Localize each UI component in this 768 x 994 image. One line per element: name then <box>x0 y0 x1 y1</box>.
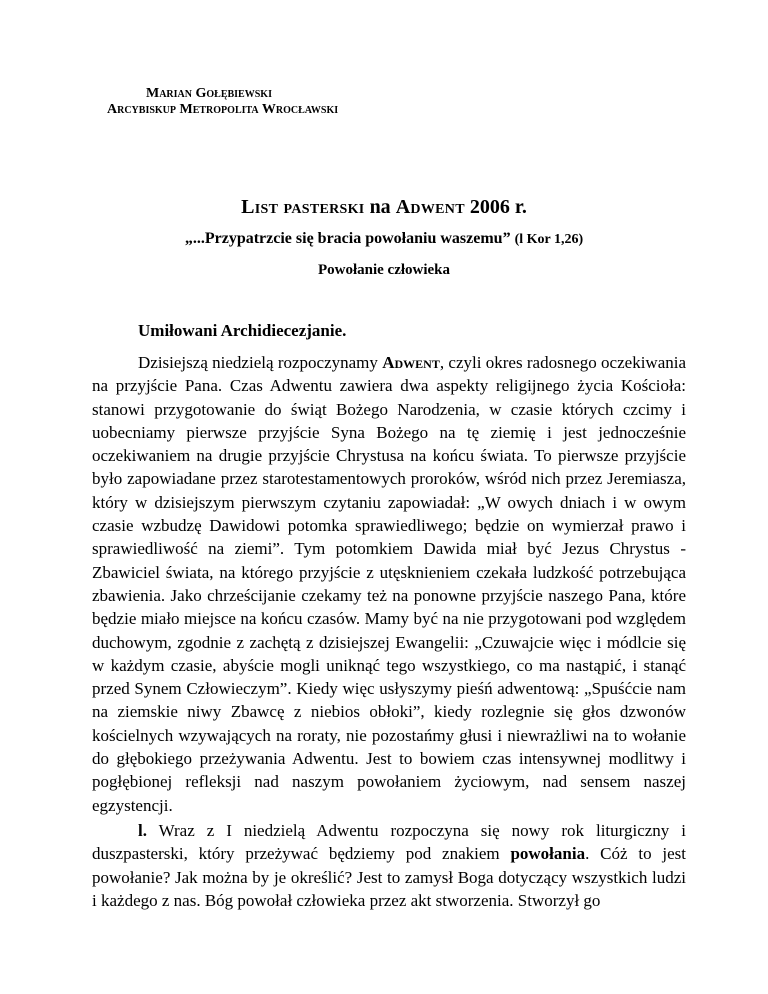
motto-quote: „...Przypatrzcie się bracia powołaniu waszemu” <box>184 230 511 247</box>
title-main: List pasterski <box>241 196 365 218</box>
paragraph-2-highlight: powołania <box>510 844 586 864</box>
paragraph-1-highlight: Adwent <box>382 353 440 372</box>
title-season: Adwent <box>395 196 465 218</box>
author-name: Marian Gołębiewski <box>146 86 272 101</box>
subtitle: Powołanie człowieka <box>317 262 451 278</box>
paragraph-2-rest: . Cóż to jest powołanie? Jak można by je określić? Jest to zamysł Boga dotyczący wszystkich ludzi i każdego z nas. Bóg powołał człowieka przez akt stworzenia. Stworzył go <box>92 844 687 910</box>
paragraph-section-1 <box>92 819 686 912</box>
paragraph-intro <box>92 351 686 817</box>
motto <box>0 230 768 248</box>
document-title <box>0 196 768 219</box>
paragraph-2-number: l. <box>138 821 147 840</box>
motto-reference: (l Kor 1,26) <box>514 232 584 247</box>
title-connector: na <box>369 196 391 218</box>
paragraph-2-lead: Wraz z I niedzielą Adwentu rozpoczyna się nowy rok liturgiczny i duszpasterski, który przeżywać będziemy pod znakiem <box>92 821 686 864</box>
author-title: Arcybiskup Metropolita Wrocławski <box>107 102 339 117</box>
paragraph-1-lead: Dzisiejszą niedzielą rozpoczynamy <box>138 353 378 372</box>
paragraph-1-rest: , czyli okres radosnego oczekiwania na przyjście Pana. Czas Adwentu zawiera dwa aspekty religijnego życia Kościoła: stanowi przygotowanie do świąt Bożego Narodzenia, w czasie których czcimy i uobecniamy pierwsze przyjście Syna Bożego na tę ziemię i jest jednocześnie oczekiwaniem na drugie przyjście Chrystusa na końcu świata. To pierwsze przyjście było zapowiadane przez starotestamentowych proroków, wśród nich przez Jeremiasza, który w dzisiejszym pierwszym czytaniu zapowiadał: „W owych dniach i w owym czasie wzbudzę Dawidowi potomka sprawiedliwego; będzie on wymierzał prawo i sprawiedliwość na ziemi”. Tym potomkiem Dawida miał być Jezus Chrystus - Zbawiciel świata, na którego przyjście z utęsknieniem czekała ludzkość potrzebująca zbawienia. Jako chrześcijanie czekamy też na ponowne przyjście naszego Pana, które będzie miało miejsce na końcu czasów. Mamy być na nie przygotowani pod względem duchowym, zgodnie z zachętą z dzisiejszej Ewangelii: „Czuwajcie więc i módlcie się w każdym czasie, abyście mogli uniknąć tego wszystkiego, co ma nastąpić, i stanąć przed Synem Człowieczym”. Kiedy więc usłyszymy pieśń adwentową: „Spuśćcie nam na ziemskie niwy Zbawcę z niebios obłoki”, kiedy rozlegnie się głos dzwonów kościelnych wzywających na roraty, nie pozostańmy głusi i niewrażliwi na to wołanie do głębokiego przeżywania Adwentu. Jest to bowiem czas intensywnej modlitwy i pogłębionej refleksji nad naszym powołaniem życiowym, nad sensem naszej egzystencji. <box>92 353 687 815</box>
greeting: Umiłowani Archidiecezjanie. <box>138 321 347 340</box>
title-year: 2006 r. <box>469 196 527 218</box>
